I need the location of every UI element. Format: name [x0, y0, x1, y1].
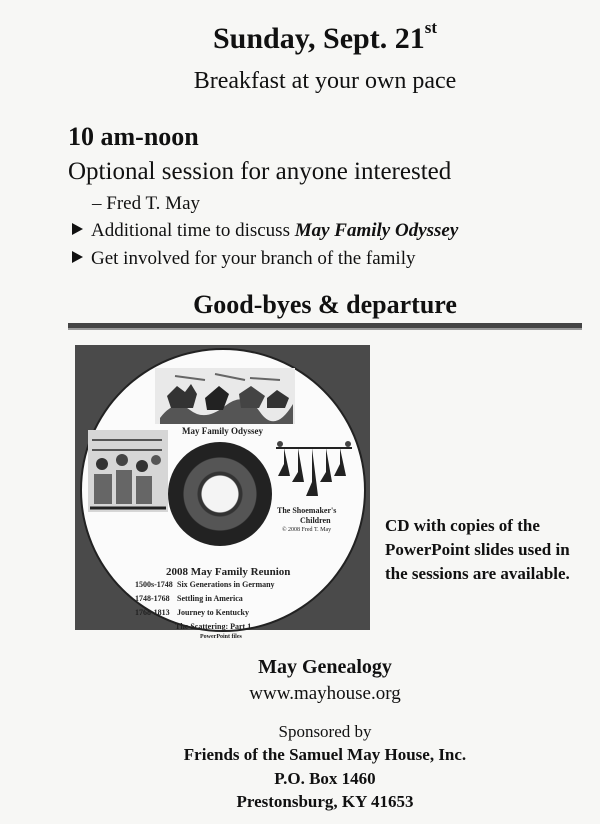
triangle-bullet-icon: [72, 223, 83, 235]
day-suffix: st: [424, 18, 438, 37]
cd-odyssey-label: May Family Odyssey: [182, 426, 263, 436]
cd-shoemaker-label-2: Children: [300, 516, 331, 525]
triangle-bullet-icon: [72, 251, 83, 263]
cd-session-row: [135, 594, 243, 603]
book-title: May Family Odyssey: [294, 220, 459, 241]
cd-session-row: [135, 608, 249, 617]
sponsor-name: Friends of the Samuel May House, Inc.: [183, 745, 467, 764]
website-url: www.mayhouse.org: [249, 683, 401, 704]
cd-session-title: Settling in America: [177, 594, 243, 603]
crowd-scene-illustration-icon: [88, 430, 168, 512]
bullet-item-odyssey: [72, 220, 458, 242]
goodbye-heading: Good-byes & departure: [193, 290, 457, 319]
cd-files-label: PowerPoint files: [200, 634, 242, 640]
day-title: [0, 18, 600, 56]
cd-availability-caption: CD with copies of the PowerPoint slides used in the sessions are available.: [385, 516, 570, 583]
cd-scattering-label: The Scattering: Part 1: [175, 622, 252, 631]
cd-reunion-title: 2008 May Family Reunion: [166, 566, 291, 578]
cd-center-hub: [168, 442, 272, 546]
org-name: May Genealogy: [258, 656, 392, 678]
cd-session-title: Six Generations in Germany: [177, 580, 275, 589]
horse-riders-illustration-icon: [155, 368, 295, 424]
cd-session-title: Journey to Kentucky: [177, 608, 249, 617]
day-text: Sunday, Sept. 21: [212, 22, 425, 55]
bullet-text: Additional time to discuss: [91, 220, 295, 241]
hanging-shoes-illustration-icon: [272, 440, 356, 502]
session-time-heading: 10 am-noon: [68, 122, 199, 151]
sponsor-city: Prestonsburg, KY 41653: [236, 792, 414, 811]
cd-session-row: [135, 580, 275, 589]
breakfast-line: Breakfast at your own pace: [193, 68, 457, 94]
bullet-item-branch: [72, 248, 415, 270]
cd-shoemaker-label: The Shoemaker's: [277, 506, 337, 515]
cd-copyright: © 2008 Fred T. May: [282, 527, 332, 533]
presenter-name: – Fred T. May: [92, 193, 201, 214]
bullet-text: Get involved for your branch of the family: [91, 248, 416, 269]
cd-session-years: 1500s-1748: [135, 580, 173, 589]
divider-rule: [68, 323, 582, 330]
cd-session-years: 1748-1768: [135, 594, 170, 603]
cd-session-years: 1768-1813: [135, 608, 170, 617]
sponsored-by-label: Sponsored by: [278, 722, 372, 741]
optional-session-line: Optional session for anyone interested: [68, 158, 452, 185]
sponsor-po-box: P.O. Box 1460: [274, 769, 376, 788]
